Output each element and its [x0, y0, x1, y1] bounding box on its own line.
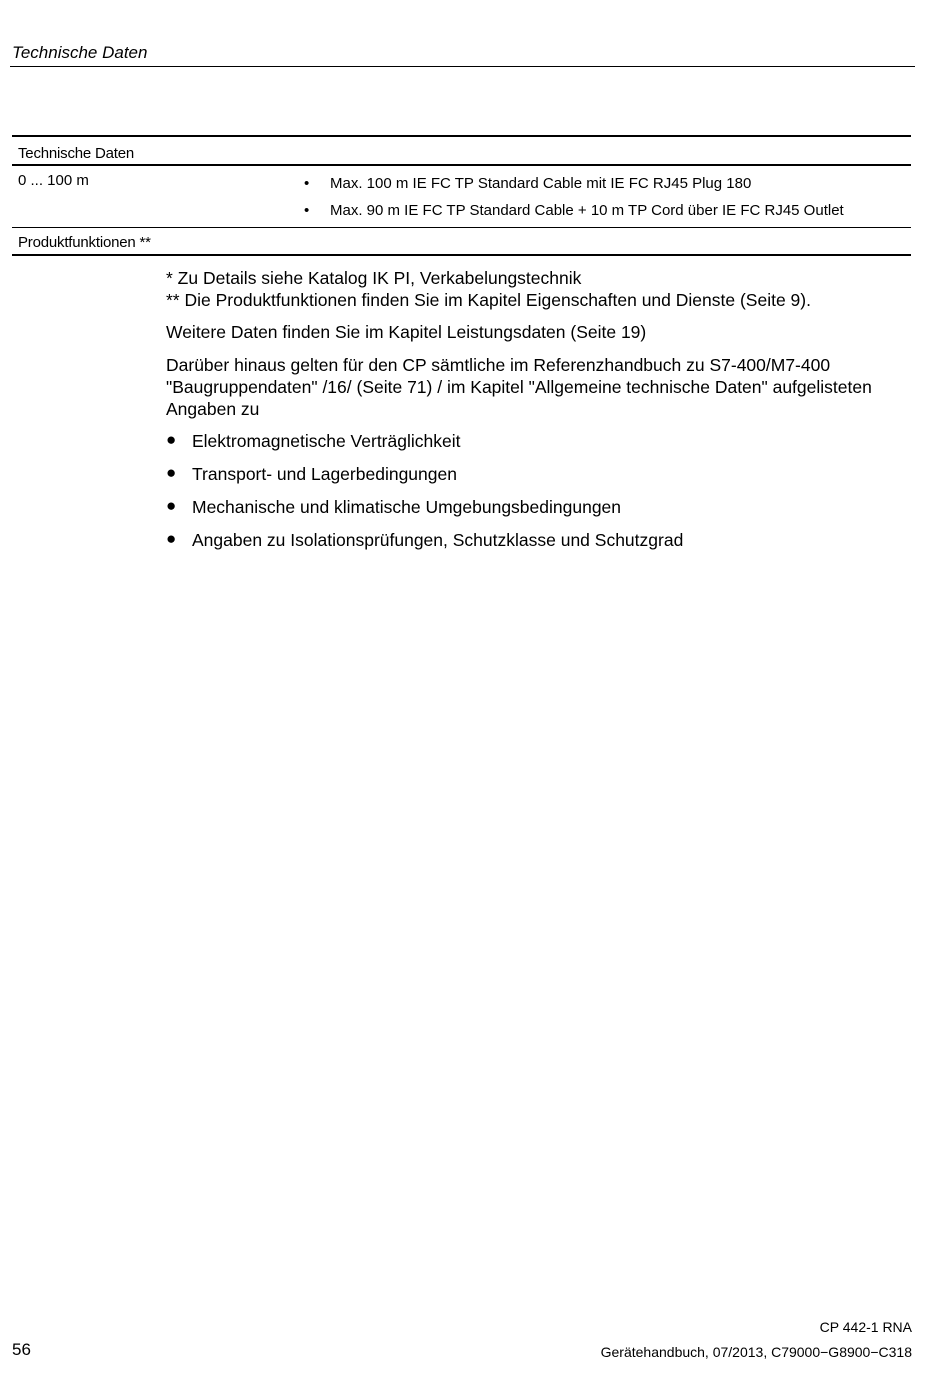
list-item-text: Transport- und Lagerbedingungen — [192, 464, 457, 484]
bullet-icon: ● — [166, 496, 177, 515]
header-rule — [10, 66, 915, 67]
bullet-icon: ● — [166, 463, 177, 482]
list-item-text: Elektromagnetische Verträglichkeit — [192, 431, 461, 451]
table-section-title-produktfunktionen: Produktfunktionen ** — [18, 234, 151, 251]
paragraph-referenzhandbuch: Darüber hinaus gelten für den CP sämtliche im Referenzhandbuch zu S7-400/M7-400 "Baugruppendaten" /16/ (Seite 71) / im Kapitel "Allgemeine technische Daten" aufgelisteten Angaben zu — [166, 355, 872, 419]
table-bottom-rule — [12, 254, 911, 256]
table-bullet-text: Max. 100 m IE FC TP Standard Cable mit IE FC RJ45 Plug 180 — [330, 175, 752, 192]
paragraph-leistungsdaten: Weitere Daten finden Sie im Kapitel Leistungsdaten (Seite 19) — [166, 322, 647, 342]
running-header-title: Technische Daten — [12, 43, 148, 62]
page-number: 56 — [12, 1340, 31, 1359]
table-row-rule — [12, 227, 911, 228]
footnote-2: ** Die Produktfunktionen finden Sie im Kapitel Eigenschaften und Dienste (Seite 9). — [166, 290, 811, 310]
footnote-1: * Zu Details siehe Katalog IK PI, Verkabelungstechnik — [166, 268, 582, 288]
list-item-text: Angaben zu Isolationsprüfungen, Schutzklasse und Schutzgrad — [192, 530, 684, 550]
footer-manual-info: Gerätehandbuch, 07/2013, C79000−G8900−C318 — [600, 1344, 912, 1360]
bullet-icon: ● — [166, 430, 177, 449]
table-section-title-technische-daten: Technische Daten — [18, 145, 135, 162]
table-bullet-text: Max. 90 m IE FC TP Standard Cable + 10 m TP Cord über IE FC RJ45 Outlet — [330, 202, 844, 219]
footer-product-name: CP 442-1 RNA — [819, 1319, 912, 1335]
table-cell-range-value: 0 ... 100 m — [18, 172, 89, 189]
table-section-rule — [12, 164, 911, 166]
list-item-text: Mechanische und klimatische Umgebungsbedingungen — [192, 497, 622, 517]
table-top-rule — [12, 135, 911, 137]
bullet-icon: ● — [166, 529, 177, 548]
bullet-icon: • — [304, 202, 310, 219]
bullet-icon: • — [304, 175, 310, 192]
